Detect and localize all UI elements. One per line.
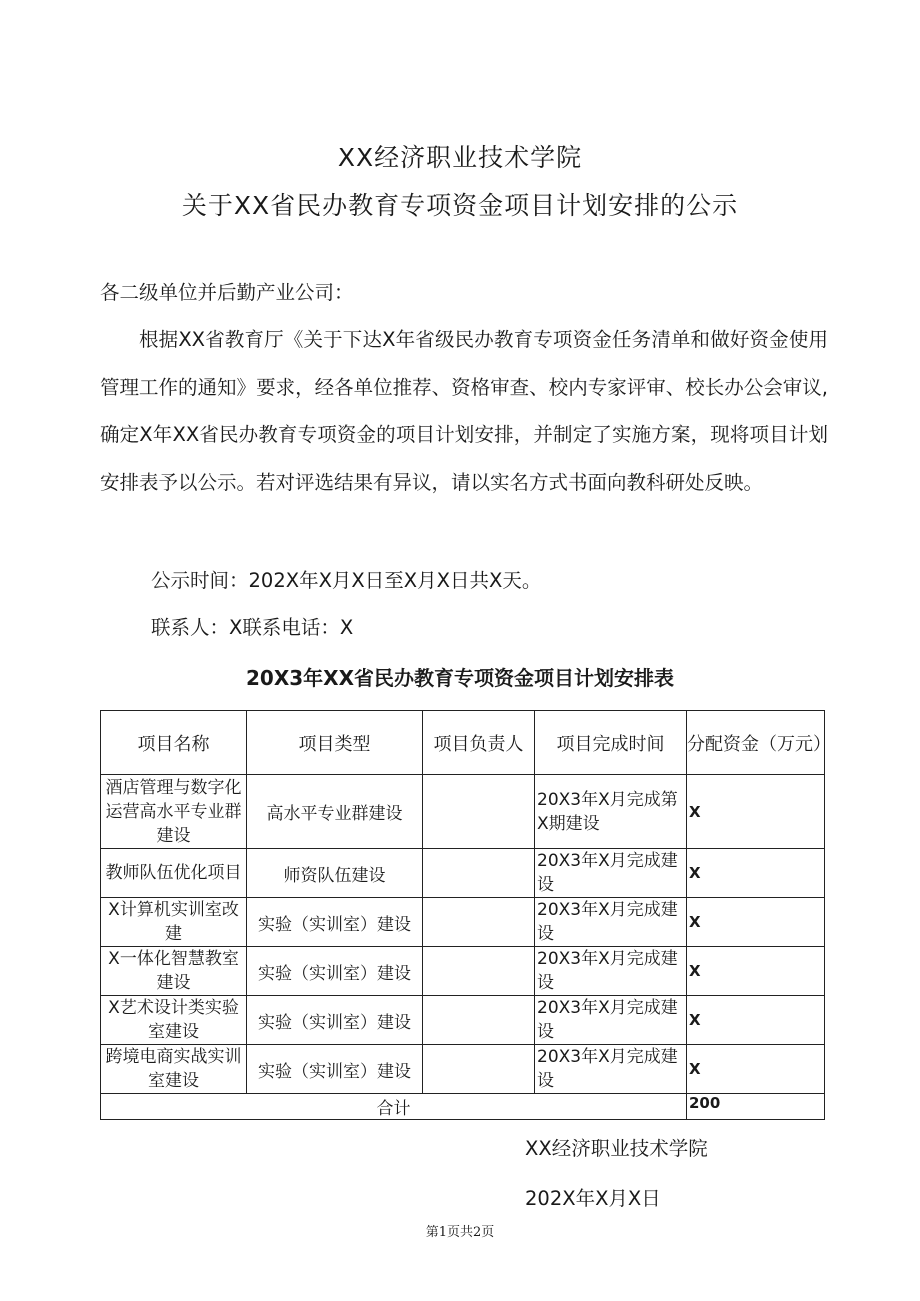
cell-project-type: 高水平专业群建设 [247,775,423,849]
cell-project-name: 教师队伍优化项目 [101,849,247,898]
cell-completion-time: 20X3年X月完成建设 [535,1045,687,1094]
table-row [101,775,825,849]
table-row [101,898,825,947]
cell-completion-time: 20X3年X月完成第X期建设 [535,775,687,849]
header-project-type: 项目类型 [247,711,423,775]
signature-org: XX经济职业技术学院 [525,1137,708,1160]
cell-project-name: X一体化智慧教室建设 [101,947,247,996]
cell-project-type: 实验（实训室）建设 [247,898,423,947]
body-paragraph: 根据XX省教育厅《关于下达X年省级民办教育专项资金任务清单和做好资金使用管理工作的通知》要求，经各单位推荐、资格审查、校内专家评审、校长办公会审议,确定X年XX省民办教育专项资金的项目计划安排，并制定了实施方案，现将项目计划安排表予以公示。若对评选结果有异议，请以实名方式书面向教科研处反映。 [100,328,828,494]
cell-project-name: X艺术设计类实验室建设 [101,996,247,1045]
document-title: XX经济职业技术学院 [337,143,583,172]
cell-project-lead [423,849,535,898]
table-row [101,947,825,996]
cell-completion-time: 20X3年X月完成建设 [535,898,687,947]
cell-project-lead [423,947,535,996]
total-label: 合计 [101,1094,687,1120]
cell-project-type: 实验（实训室）建设 [247,996,423,1045]
page-footer: 第1页共2页 [425,1225,495,1240]
table-title: 20X3年XX省民办教育专项资金项目计划安排表 [245,666,674,690]
project-plan-table [100,710,831,1120]
cell-project-name: 跨境电商实战实训室建设 [101,1045,247,1094]
table-header-row [101,711,825,775]
header-completion-time: 项目完成时间 [535,711,687,775]
contact-line: 联系人：X联系电话：X [151,616,354,639]
cell-project-type: 师资队伍建设 [247,849,423,898]
header-allocated-funds: 分配资金（万元） [687,711,825,775]
cell-project-lead [423,1045,535,1094]
header-project-lead: 项目负责人 [423,711,535,775]
document-subtitle: 关于XX省民办教育专项资金项目计划安排的公示 [181,191,739,220]
cell-project-lead [423,775,535,849]
cell-amount: X [687,1045,825,1094]
table-row [101,849,825,898]
cell-project-name: X计算机实训室改建 [101,898,247,947]
cell-completion-time: 20X3年X月完成建设 [535,996,687,1045]
table-row [101,1045,825,1094]
salutation: 各二级单位并后勤产业公司： [100,281,354,304]
cell-project-name: 酒店管理与数字化运营高水平专业群建设 [101,775,247,849]
cell-amount: X [687,947,825,996]
cell-project-type: 实验（实训室）建设 [247,1045,423,1094]
table-row [101,996,825,1045]
cell-project-type: 实验（实训室）建设 [247,947,423,996]
cell-amount: X [687,898,825,947]
cell-completion-time: 20X3年X月完成建设 [535,849,687,898]
cell-amount: X [687,775,825,849]
table-total-row [101,1094,825,1120]
cell-project-lead [423,996,535,1045]
signature-date: 202X年X月X日 [525,1187,661,1210]
cell-project-lead [423,898,535,947]
cell-completion-time: 20X3年X月完成建设 [535,947,687,996]
total-amount: 200 [687,1094,825,1120]
notice-time: 公示时间：202X年X月X日至X月X日共X天。 [151,569,542,592]
cell-amount: X [687,996,825,1045]
cell-amount: X [687,849,825,898]
header-project-name: 项目名称 [101,711,247,775]
